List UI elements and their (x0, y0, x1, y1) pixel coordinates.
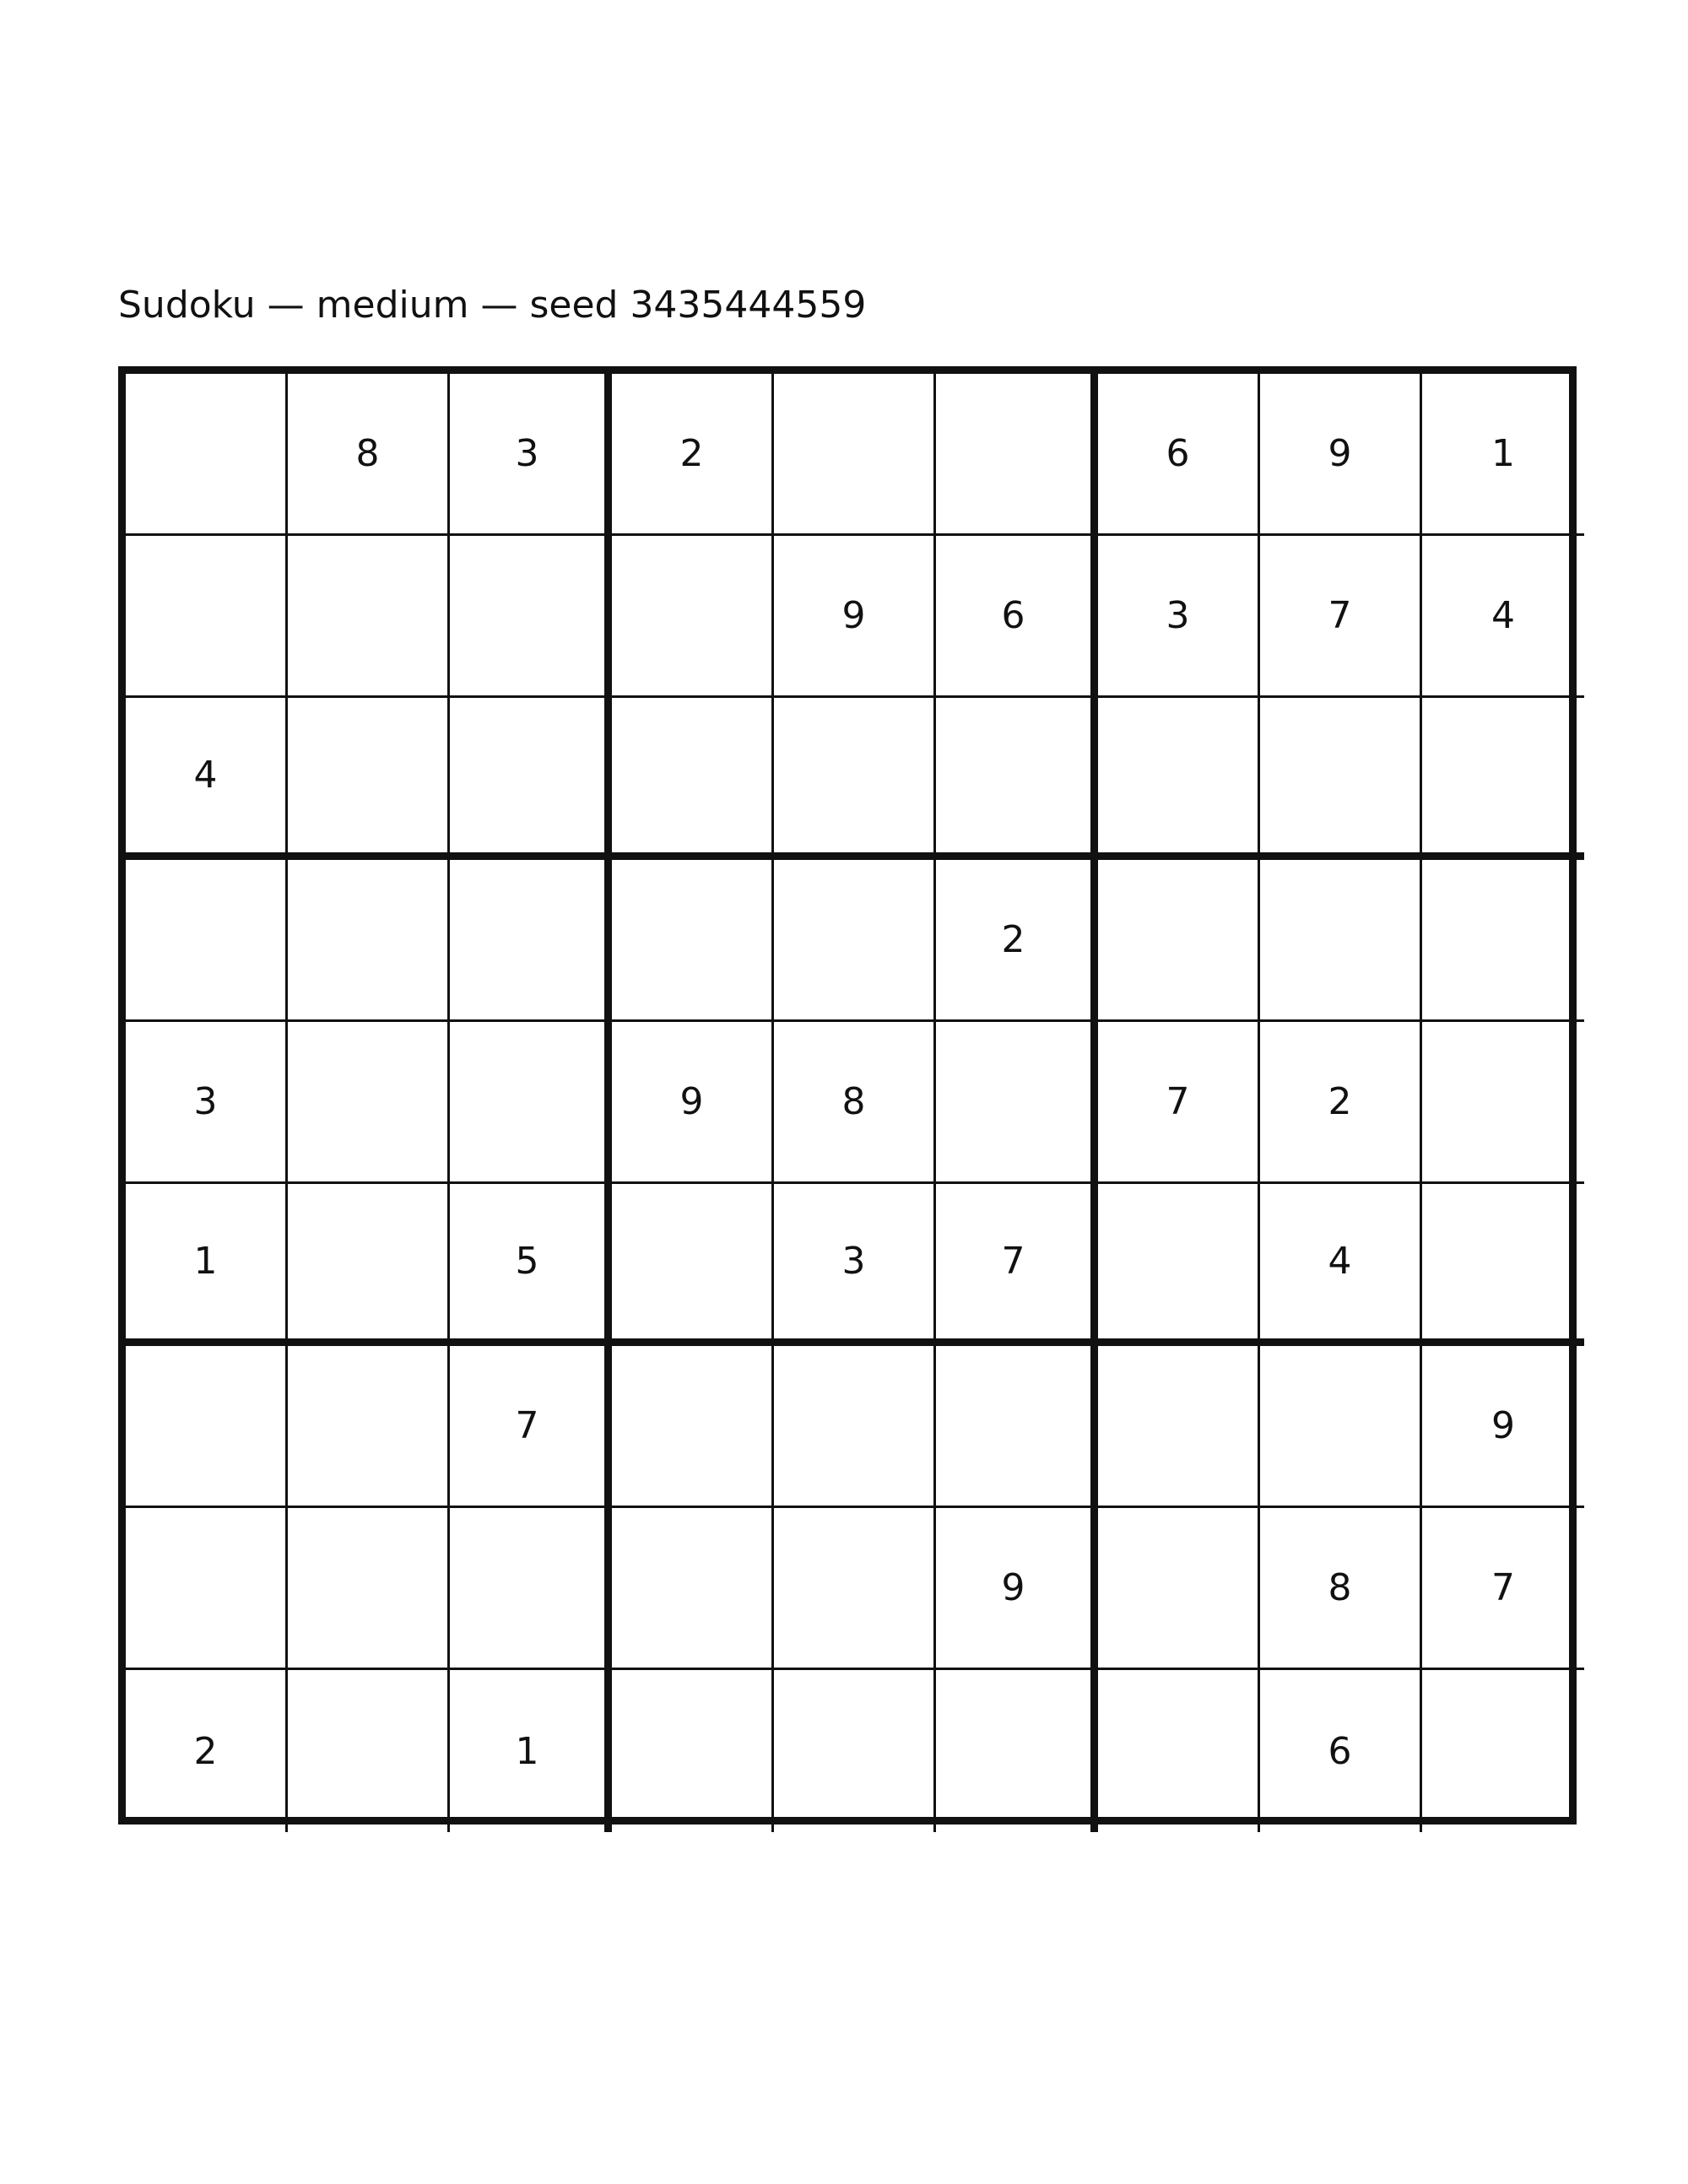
sudoku-cell-r9-c7[interactable] (1098, 1670, 1260, 1832)
sudoku-cell-r3-c3[interactable] (450, 698, 612, 860)
sudoku-cell-r3-c5[interactable] (774, 698, 936, 860)
sudoku-cell-r5-c4[interactable]: 9 (612, 1022, 774, 1184)
sudoku-cell-r9-c1[interactable]: 2 (126, 1670, 288, 1832)
sudoku-cell-r4-c9[interactable] (1422, 860, 1584, 1022)
sudoku-cell-r2-c6[interactable]: 6 (936, 536, 1098, 698)
sudoku-board (118, 366, 1577, 1825)
sudoku-cell-r5-c8[interactable]: 2 (1260, 1022, 1422, 1184)
sudoku-cell-r2-c4[interactable] (612, 536, 774, 698)
sudoku-cell-r9-c8[interactable]: 6 (1260, 1670, 1422, 1832)
sudoku-cell-r8-c2[interactable] (288, 1508, 450, 1670)
sudoku-cell-r2-c5[interactable]: 9 (774, 536, 936, 698)
sudoku-cell-r4-c4[interactable] (612, 860, 774, 1022)
sudoku-cell-r8-c4[interactable] (612, 1508, 774, 1670)
sudoku-cell-r6-c6[interactable]: 7 (936, 1184, 1098, 1346)
sudoku-cell-r7-c5[interactable] (774, 1346, 936, 1508)
sudoku-cell-r1-c5[interactable] (774, 374, 936, 536)
sudoku-cell-r2-c3[interactable] (450, 536, 612, 698)
sudoku-cell-r2-c1[interactable] (126, 536, 288, 698)
sudoku-cell-r1-c4[interactable]: 2 (612, 374, 774, 536)
sudoku-cell-r6-c4[interactable] (612, 1184, 774, 1346)
sudoku-cell-r5-c2[interactable] (288, 1022, 450, 1184)
sudoku-cell-r6-c8[interactable]: 4 (1260, 1184, 1422, 1346)
sudoku-cell-r4-c7[interactable] (1098, 860, 1260, 1022)
sudoku-cell-r5-c9[interactable] (1422, 1022, 1584, 1184)
sudoku-cell-r6-c2[interactable] (288, 1184, 450, 1346)
sudoku-cell-r6-c9[interactable] (1422, 1184, 1584, 1346)
puzzle-title: Sudoku — medium — seed 3435444559 (118, 284, 867, 327)
sudoku-cell-r3-c2[interactable] (288, 698, 450, 860)
sudoku-cell-r9-c5[interactable] (774, 1670, 936, 1832)
sudoku-cell-r4-c6[interactable]: 2 (936, 860, 1098, 1022)
sudoku-cell-r7-c7[interactable] (1098, 1346, 1260, 1508)
sudoku-cell-r3-c1[interactable]: 4 (126, 698, 288, 860)
sudoku-cell-r9-c3[interactable]: 1 (450, 1670, 612, 1832)
sudoku-cell-r7-c9[interactable]: 9 (1422, 1346, 1584, 1508)
sudoku-cell-r8-c1[interactable] (126, 1508, 288, 1670)
sudoku-cell-r2-c8[interactable]: 7 (1260, 536, 1422, 698)
sudoku-cell-r9-c6[interactable] (936, 1670, 1098, 1832)
sudoku-cell-r3-c7[interactable] (1098, 698, 1260, 860)
sudoku-cell-r1-c3[interactable]: 3 (450, 374, 612, 536)
sudoku-cell-r8-c8[interactable]: 8 (1260, 1508, 1422, 1670)
sudoku-cell-r1-c1[interactable] (126, 374, 288, 536)
sudoku-cell-r5-c7[interactable]: 7 (1098, 1022, 1260, 1184)
sudoku-cell-r9-c4[interactable] (612, 1670, 774, 1832)
sudoku-cell-r4-c5[interactable] (774, 860, 936, 1022)
sudoku-cell-r3-c8[interactable] (1260, 698, 1422, 860)
sudoku-cell-r1-c7[interactable]: 6 (1098, 374, 1260, 536)
sudoku-cell-r2-c2[interactable] (288, 536, 450, 698)
sudoku-cell-r8-c6[interactable]: 9 (936, 1508, 1098, 1670)
sudoku-cell-r3-c9[interactable] (1422, 698, 1584, 860)
sudoku-cell-r6-c1[interactable]: 1 (126, 1184, 288, 1346)
sudoku-cell-r8-c9[interactable]: 7 (1422, 1508, 1584, 1670)
sudoku-cell-r9-c2[interactable] (288, 1670, 450, 1832)
sudoku-cell-r6-c7[interactable] (1098, 1184, 1260, 1346)
sudoku-cell-r5-c5[interactable]: 8 (774, 1022, 936, 1184)
sudoku-cell-r6-c5[interactable]: 3 (774, 1184, 936, 1346)
sudoku-cell-r4-c1[interactable] (126, 860, 288, 1022)
sudoku-cell-r7-c6[interactable] (936, 1346, 1098, 1508)
sudoku-cell-r3-c6[interactable] (936, 698, 1098, 860)
sudoku-cell-r6-c3[interactable]: 5 (450, 1184, 612, 1346)
sudoku-cell-r1-c9[interactable]: 1 (1422, 374, 1584, 536)
sudoku-cell-r4-c2[interactable] (288, 860, 450, 1022)
sudoku-cell-r2-c9[interactable]: 4 (1422, 536, 1584, 698)
sudoku-cell-r3-c4[interactable] (612, 698, 774, 860)
sudoku-cell-r5-c6[interactable] (936, 1022, 1098, 1184)
sudoku-cell-r7-c1[interactable] (126, 1346, 288, 1508)
sudoku-cell-r7-c8[interactable] (1260, 1346, 1422, 1508)
sudoku-cell-r8-c3[interactable] (450, 1508, 612, 1670)
sudoku-cell-r1-c8[interactable]: 9 (1260, 374, 1422, 536)
sudoku-cell-r5-c1[interactable]: 3 (126, 1022, 288, 1184)
sudoku-cell-r7-c3[interactable]: 7 (450, 1346, 612, 1508)
sudoku-cell-r2-c7[interactable]: 3 (1098, 536, 1260, 698)
sudoku-cell-r1-c2[interactable]: 8 (288, 374, 450, 536)
sudoku-cell-r9-c9[interactable] (1422, 1670, 1584, 1832)
sudoku-cell-r8-c7[interactable] (1098, 1508, 1260, 1670)
sudoku-cell-r8-c5[interactable] (774, 1508, 936, 1670)
sudoku-cell-r7-c2[interactable] (288, 1346, 450, 1508)
sudoku-cell-r4-c8[interactable] (1260, 860, 1422, 1022)
sudoku-cell-r5-c3[interactable] (450, 1022, 612, 1184)
sudoku-cell-r1-c6[interactable] (936, 374, 1098, 536)
sudoku-cell-r7-c4[interactable] (612, 1346, 774, 1508)
sudoku-cell-r4-c3[interactable] (450, 860, 612, 1022)
